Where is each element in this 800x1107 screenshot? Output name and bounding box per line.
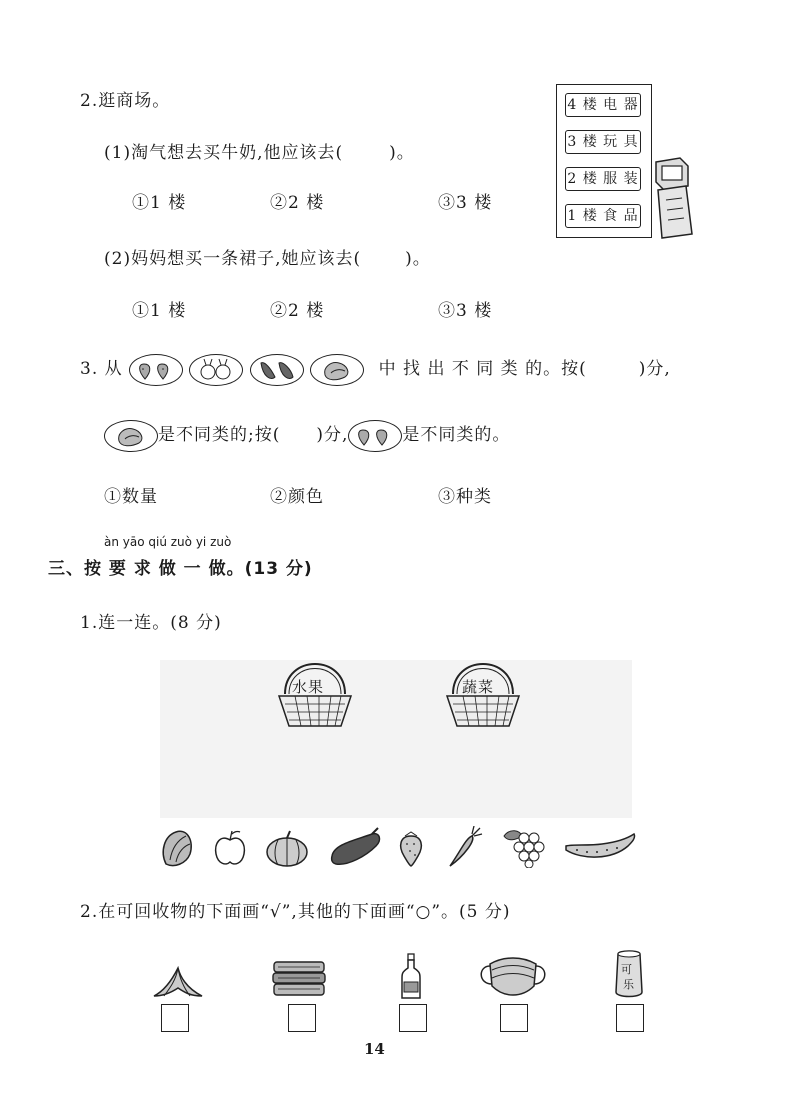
section3-pinyin: àn yāo qiú zuò yi zuò	[104, 535, 232, 549]
q3-line-1	[80, 352, 671, 386]
strawberry-icon[interactable]	[396, 828, 426, 868]
cucumber-icon[interactable]	[562, 828, 638, 866]
page-number: 14	[364, 1040, 385, 1058]
eggplant-icon[interactable]	[328, 826, 384, 868]
q2-1-option-1[interactable]: ①1 楼	[132, 193, 187, 213]
pumpkin-icon[interactable]	[264, 828, 310, 868]
glass-bottle-icon[interactable]	[398, 952, 424, 1002]
q2-2-option-2[interactable]: ②2 楼	[270, 301, 325, 321]
answer-box-3[interactable]	[399, 1004, 427, 1032]
directory-floor-2: 2 楼 服 装	[565, 167, 641, 191]
directory-floor-4: 4 楼 电 器	[565, 93, 641, 117]
q3-line1-mid: 中 找 出 不 同 类 的。按(	[378, 359, 587, 379]
q2-1-text-a: (1)淘气想去买牛奶,他应该去(	[104, 143, 344, 163]
banana-peel-icon[interactable]	[150, 966, 206, 1000]
q2-2-question	[104, 244, 431, 269]
directory-floor-3: 3 楼 玩 具	[565, 130, 641, 154]
mall-directory-board	[556, 84, 652, 238]
q3-lead: 3. 从	[80, 359, 123, 379]
q2-2-option-3[interactable]: ③3 楼	[438, 301, 493, 321]
strawberry-oval-icon	[348, 420, 402, 452]
q3-line2-b: )分,	[316, 425, 349, 445]
carrot-icon[interactable]	[444, 826, 484, 868]
q3-line1-end: )分,	[638, 359, 671, 379]
q3-option-1[interactable]: ①数量	[104, 487, 158, 507]
q2-1-question	[104, 138, 415, 163]
vegetable-basket-label: 蔬菜	[462, 678, 495, 696]
answer-box-4[interactable]	[500, 1004, 528, 1032]
grapes-icon[interactable]	[500, 826, 548, 868]
q3-2-title: 2.在可回收物的下面画“√”,其他的下面画“○”。(5 分)	[80, 902, 511, 922]
answer-box-5[interactable]	[616, 1004, 644, 1032]
apple-icon[interactable]	[212, 828, 248, 868]
q2-title: 2.逛商场。	[80, 91, 171, 111]
newspaper-stack-icon[interactable]	[270, 958, 330, 1000]
cabbage-oval-icon	[310, 354, 364, 386]
directory-floor-1: 1 楼 食 品	[565, 204, 641, 228]
soda-can-label-1: 可	[621, 963, 632, 976]
strawberry-oval-icon	[129, 354, 183, 386]
radish-oval-icon	[189, 354, 243, 386]
cabbage-oval-icon	[104, 420, 158, 452]
eggplant-oval-icon	[250, 354, 304, 386]
q2-1-option-3[interactable]: ③3 楼	[438, 193, 493, 213]
q3-1-title: 1.连一连。(8 分)	[80, 613, 222, 633]
cabbage-icon[interactable]	[158, 826, 198, 868]
q2-1-text-b: )。	[389, 143, 415, 163]
soda-can-label-2: 乐	[623, 978, 634, 991]
q2-2-text-b: )。	[405, 249, 431, 269]
q2-2-text-a: (2)妈妈想买一条裙子,她应该去(	[104, 249, 362, 269]
answer-box-2[interactable]	[288, 1004, 316, 1032]
section3-title: 三、按 要 求 做 一 做。(13 分)	[48, 559, 313, 579]
q3-option-3[interactable]: ③种类	[438, 487, 492, 507]
q2-1-option-2[interactable]: ②2 楼	[270, 193, 325, 213]
q2-2-option-1[interactable]: ①1 楼	[132, 301, 187, 321]
fruit-basket-label: 水果	[292, 678, 325, 696]
info-kiosk-icon	[650, 156, 696, 240]
q3-line2-c: 是不同类的。	[402, 425, 511, 445]
face-mask-icon[interactable]	[476, 954, 550, 998]
q3-option-2[interactable]: ②颜色	[270, 487, 324, 507]
matching-panel	[160, 660, 632, 818]
q3-line-2	[104, 418, 510, 452]
answer-box-1[interactable]	[161, 1004, 189, 1032]
q3-line2-a: 是不同类的;按(	[158, 425, 281, 445]
